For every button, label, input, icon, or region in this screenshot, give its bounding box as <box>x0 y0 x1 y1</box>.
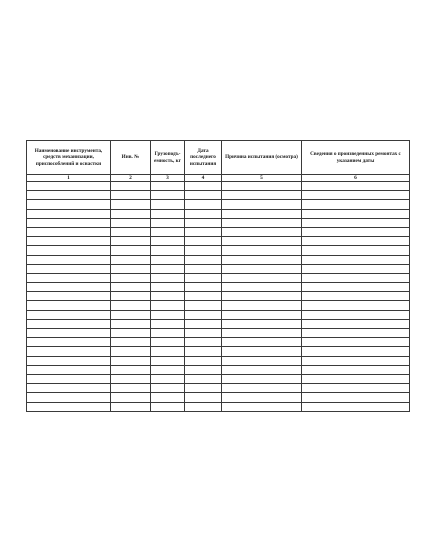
table-cell <box>302 384 410 393</box>
table-cell <box>222 374 302 383</box>
header-tool-name: Наименование инструмента, средств механизации, приспособлений и оснастки <box>27 141 111 175</box>
table-cell <box>111 182 151 191</box>
column-number-4: 4 <box>185 175 222 182</box>
column-number-row <box>27 175 410 182</box>
table-cell <box>185 191 222 200</box>
table-cell <box>27 283 111 292</box>
table-cell <box>185 200 222 209</box>
table-cell <box>185 246 222 255</box>
table-cell <box>27 255 111 264</box>
table-row <box>27 301 410 310</box>
table-row <box>27 237 410 246</box>
equipment-test-register-table <box>26 140 410 412</box>
table-row <box>27 255 410 264</box>
table-cell <box>302 402 410 411</box>
table-cell <box>111 273 151 282</box>
table-cell <box>151 338 185 347</box>
table-cell <box>27 237 111 246</box>
table-cell <box>222 237 302 246</box>
table-cell <box>302 264 410 273</box>
table-cell <box>27 384 111 393</box>
table-cell <box>27 182 111 191</box>
table-cell <box>111 209 151 218</box>
table-cell <box>185 218 222 227</box>
table-cell <box>185 374 222 383</box>
table-cell <box>27 273 111 282</box>
table-cell <box>222 402 302 411</box>
table-cell <box>111 384 151 393</box>
table-cell <box>302 283 410 292</box>
table-cell <box>302 329 410 338</box>
table-cell <box>222 365 302 374</box>
table-cell <box>302 182 410 191</box>
table-cell <box>111 402 151 411</box>
table-cell <box>27 347 111 356</box>
table-cell <box>222 191 302 200</box>
table-cell <box>222 246 302 255</box>
table-cell <box>302 200 410 209</box>
table-row <box>27 191 410 200</box>
table-row <box>27 209 410 218</box>
table-cell <box>111 393 151 402</box>
table-cell <box>185 365 222 374</box>
table-cell <box>111 292 151 301</box>
table-cell <box>185 329 222 338</box>
table-row <box>27 347 410 356</box>
table-cell <box>27 338 111 347</box>
table-cell <box>222 209 302 218</box>
table-cell <box>185 356 222 365</box>
table-cell <box>27 356 111 365</box>
header-inventory-number: Инв. № <box>111 141 151 175</box>
table-cell <box>185 310 222 319</box>
table-cell <box>151 255 185 264</box>
table-cell <box>151 246 185 255</box>
table-row <box>27 283 410 292</box>
table-cell <box>302 319 410 328</box>
column-number-3: 3 <box>151 175 185 182</box>
table-cell <box>151 301 185 310</box>
table-cell <box>185 338 222 347</box>
header-row <box>27 141 410 175</box>
table-cell <box>185 255 222 264</box>
table-cell <box>222 182 302 191</box>
table-cell <box>185 264 222 273</box>
table-cell <box>222 301 302 310</box>
table-row <box>27 329 410 338</box>
table-cell <box>302 374 410 383</box>
table-row <box>27 338 410 347</box>
table-cell <box>302 338 410 347</box>
table-cell <box>185 402 222 411</box>
table-cell <box>185 283 222 292</box>
table-cell <box>222 292 302 301</box>
table-cell <box>185 301 222 310</box>
table-row <box>27 374 410 383</box>
table-cell <box>151 264 185 273</box>
table-cell <box>151 365 185 374</box>
table-row <box>27 393 410 402</box>
table-cell <box>111 218 151 227</box>
table-cell <box>302 393 410 402</box>
table-cell <box>302 273 410 282</box>
header-test-reason: Причина испытания (осмотра) <box>222 141 302 175</box>
table-cell <box>151 182 185 191</box>
table-row <box>27 319 410 328</box>
table-row <box>27 384 410 393</box>
table-cell <box>151 374 185 383</box>
table-cell <box>222 384 302 393</box>
table-cell <box>302 209 410 218</box>
table-cell <box>27 264 111 273</box>
table-cell <box>111 237 151 246</box>
table-cell <box>222 218 302 227</box>
table-cell <box>151 237 185 246</box>
table-cell <box>151 283 185 292</box>
table-cell <box>111 365 151 374</box>
table-cell <box>151 402 185 411</box>
table-cell <box>111 301 151 310</box>
table-row <box>27 273 410 282</box>
table-cell <box>222 347 302 356</box>
table-cell <box>222 255 302 264</box>
table-cell <box>185 393 222 402</box>
table-cell <box>222 319 302 328</box>
table-row <box>27 310 410 319</box>
table-cell <box>222 338 302 347</box>
table-cell <box>151 319 185 328</box>
table-cell <box>151 356 185 365</box>
table-cell <box>111 329 151 338</box>
table-cell <box>27 393 111 402</box>
table-cell <box>185 292 222 301</box>
table-cell <box>302 246 410 255</box>
table-cell <box>111 310 151 319</box>
table-cell <box>111 356 151 365</box>
table-cell <box>185 319 222 328</box>
table-row <box>27 200 410 209</box>
table-cell <box>151 310 185 319</box>
table-cell <box>151 393 185 402</box>
table-cell <box>185 182 222 191</box>
table-cell <box>27 374 111 383</box>
table-row <box>27 182 410 191</box>
table-cell <box>27 209 111 218</box>
table-cell <box>222 273 302 282</box>
table-cell <box>222 200 302 209</box>
table-cell <box>151 347 185 356</box>
table-cell <box>222 393 302 402</box>
table-cell <box>27 329 111 338</box>
table-cell <box>111 191 151 200</box>
table-row <box>27 264 410 273</box>
table-row <box>27 402 410 411</box>
table-cell <box>185 273 222 282</box>
table-cell <box>27 365 111 374</box>
table-cell <box>302 347 410 356</box>
table-cell <box>111 319 151 328</box>
table-cell <box>151 218 185 227</box>
table-cell <box>222 356 302 365</box>
table-cell <box>111 264 151 273</box>
table-cell <box>185 227 222 236</box>
column-number-5: 5 <box>222 175 302 182</box>
table-cell <box>111 227 151 236</box>
table-cell <box>111 338 151 347</box>
table-cell <box>222 283 302 292</box>
table-cell <box>27 301 111 310</box>
table-cell <box>222 310 302 319</box>
table-cell <box>27 200 111 209</box>
table-cell <box>302 227 410 236</box>
table-cell <box>151 191 185 200</box>
table-cell <box>302 255 410 264</box>
table-row <box>27 365 410 374</box>
table-cell <box>151 329 185 338</box>
table-cell <box>27 218 111 227</box>
table-cell <box>185 237 222 246</box>
table-cell <box>151 227 185 236</box>
table-cell <box>151 209 185 218</box>
table-cell <box>302 191 410 200</box>
header-last-test-date: Дата последнего испытания <box>185 141 222 175</box>
table-cell <box>151 384 185 393</box>
table-cell <box>27 319 111 328</box>
table-cell <box>302 237 410 246</box>
table-cell <box>302 356 410 365</box>
table-cell <box>111 283 151 292</box>
table-cell <box>27 246 111 255</box>
column-number-6: 6 <box>302 175 410 182</box>
table-cell <box>151 292 185 301</box>
table-cell <box>302 301 410 310</box>
table-cell <box>27 227 111 236</box>
table-cell <box>111 255 151 264</box>
table-cell <box>27 402 111 411</box>
table-row <box>27 246 410 255</box>
table-cell <box>151 273 185 282</box>
table-cell <box>185 347 222 356</box>
table-cell <box>185 209 222 218</box>
table-cell <box>111 246 151 255</box>
table-cell <box>27 310 111 319</box>
table-cell <box>111 374 151 383</box>
table-cell <box>302 292 410 301</box>
table-row <box>27 292 410 301</box>
table-cell <box>302 218 410 227</box>
column-number-2: 2 <box>111 175 151 182</box>
column-number-1: 1 <box>27 175 111 182</box>
table-cell <box>185 384 222 393</box>
table-row <box>27 227 410 236</box>
table-cell <box>111 200 151 209</box>
table-row <box>27 356 410 365</box>
table-cell <box>27 292 111 301</box>
header-repair-info: Сведения о произведенных ремонтах с указанием даты <box>302 141 410 175</box>
table-row <box>27 218 410 227</box>
table-cell <box>302 365 410 374</box>
table-cell <box>222 227 302 236</box>
table-cell <box>27 191 111 200</box>
table-cell <box>151 200 185 209</box>
table-cell <box>302 310 410 319</box>
table-cell <box>222 329 302 338</box>
table-cell <box>111 347 151 356</box>
table-cell <box>222 264 302 273</box>
header-load-capacity: Грузоподъ- емность, кг <box>151 141 185 175</box>
